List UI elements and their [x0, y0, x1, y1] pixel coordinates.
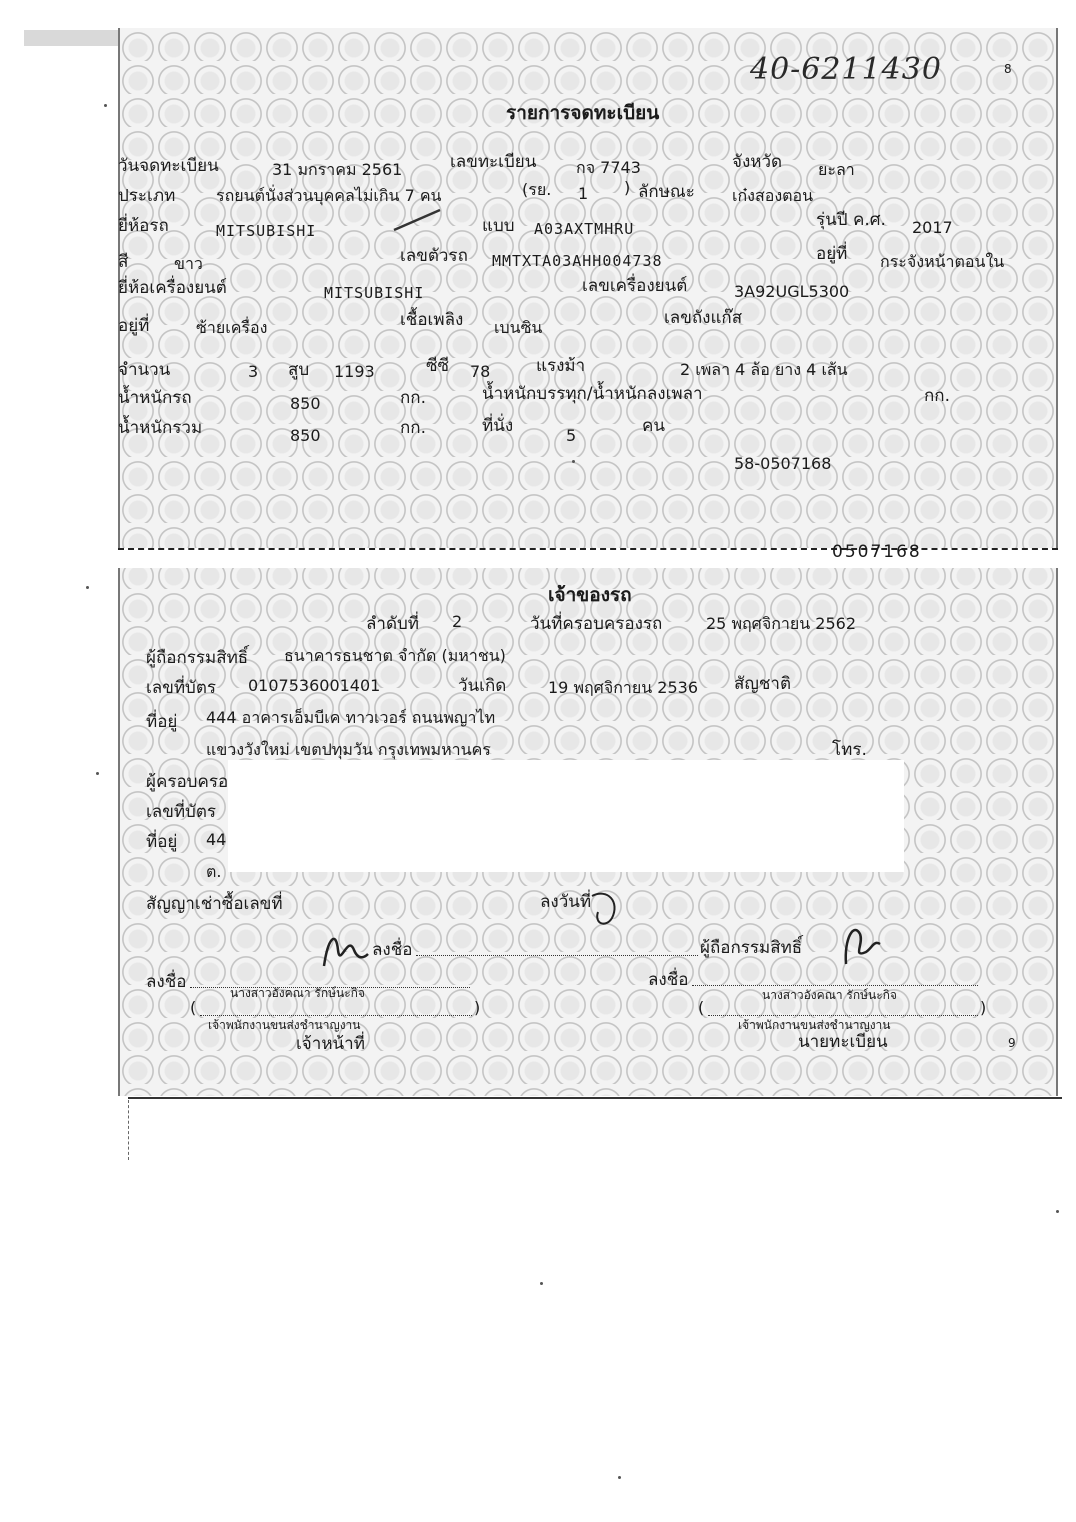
year-label: รุ่นปี ค.ศ. [816, 210, 886, 230]
scan-speck [572, 460, 575, 463]
fuel-value: เบนซิน [494, 318, 543, 337]
signature-right-icon [838, 918, 884, 972]
weight-value: 850 [290, 394, 321, 413]
chassis-location-value: กระจังหน้าตอนใน [880, 252, 1005, 271]
left-sign-label: ลงชื่อ [146, 972, 187, 992]
axle-text: 2 เพลา 4 ล้อ ยาง 4 เส้น [680, 360, 848, 379]
holder-label: ผู้ถือกรรมสิทธิ์ [146, 648, 249, 668]
engine-brand-value: MITSUBISHI [324, 284, 425, 302]
engine-number-value: 3A92UGL5300 [734, 282, 850, 301]
possessor-address-fragment: 44 [206, 830, 227, 849]
right-official-position: เจ้าพนักงานขนส่งชำนาญงาน [738, 1018, 891, 1032]
sequence-label: ลำดับที่ [366, 614, 420, 634]
right-official-name: นางสาวอังคณา รักษ์นะกิจ [762, 988, 897, 1002]
gross-weight-value: 850 [290, 426, 321, 445]
card-number-label: เลขที่บัตร [146, 678, 217, 698]
load-weight-label: น้ำหนักบรรทุก/น้ำหนักลงเพลา [482, 384, 703, 404]
color-value: ขาว [174, 254, 203, 273]
left-official-name: นางสาวอังคณา รักษ์นะกิจ [230, 986, 365, 1000]
year-value: 2017 [912, 218, 953, 237]
reference-number: 58-0507168 [734, 454, 832, 473]
holder-value: ธนาคารธนชาต จำกัด (มหาชน) [284, 646, 506, 665]
chassis-label: เลขตัวรถ [400, 246, 468, 266]
gas-tank-label: เลขถังแก๊ส [664, 308, 743, 328]
scan-speck [1056, 1210, 1059, 1213]
reg-date-label: วันจดทะเบียน [118, 156, 219, 176]
engine-number-label: เลขเครื่องยนต์ [582, 276, 688, 296]
left-official-role: เจ้าหน้าที่ [296, 1034, 365, 1054]
scan-edge-line [128, 1100, 130, 1160]
count-value: 3 [248, 362, 259, 381]
brand-label: ยี่ห้อรถ [118, 216, 169, 236]
left-close-paren: ) [474, 998, 481, 1017]
cc-value: 78 [470, 362, 491, 381]
cylinder-value: 1193 [334, 362, 375, 381]
page-number-top: 8 [1004, 62, 1012, 76]
holder-sign-label: ลงชื่อ [372, 940, 413, 960]
kg-label-3: กก. [400, 418, 426, 438]
count-label: จำนวน [118, 360, 171, 380]
province-label: จังหวัด [732, 152, 783, 172]
reg-date-value: 31 มกราคม 2561 [272, 160, 403, 179]
nationality-label: สัญชาติ [734, 674, 791, 694]
engine-location-value: ซ้ายเครื่อง [196, 318, 268, 337]
birth-date-label: วันเกิด [458, 676, 507, 696]
handwritten-number: 40-6211430 [750, 52, 942, 87]
color-label: สี [118, 252, 129, 272]
seats-label: ที่นั่ง [482, 416, 514, 436]
address-line-1: 444 อาคารเอ็มบีเค ทาวเวอร์ ถนนพญาไท [206, 708, 496, 727]
page-number-bottom: 9 [1008, 1036, 1016, 1050]
model-label: แบบ [482, 216, 515, 236]
model-value: A03AXTMHRU [534, 220, 635, 238]
vehicle-type-label: ประเภท [118, 186, 176, 206]
scan-artifact-strip [24, 30, 120, 46]
holder-signature-role: ผู้ถือกรรมสิทธิ์ [700, 938, 803, 958]
scan-speck [618, 1476, 621, 1479]
birth-date-value: 19 พฤศจิกายน 2536 [548, 678, 698, 697]
sequence-value: 2 [452, 612, 463, 631]
possessor-card-label: เลขที่บัตร [146, 802, 217, 822]
style-label: ลักษณะ [638, 182, 695, 202]
seats-value: 5 [566, 426, 577, 445]
scan-speck [540, 1282, 543, 1285]
holder-sign-dots [416, 954, 698, 956]
possessor-address-label: ที่อยู่ [146, 832, 178, 852]
check-mark-icon [390, 206, 446, 234]
kg-label-2: กก. [924, 386, 950, 406]
kg-label-1: กก. [400, 388, 426, 408]
possession-date-label: วันที่ครอบครองรถ [530, 614, 663, 634]
ry-value: 1 [578, 184, 589, 203]
cylinder-label: สูบ [288, 360, 310, 380]
owner-title: เจ้าของรถ [548, 584, 632, 606]
province-value: ยะลา [818, 160, 855, 179]
redaction-box [228, 760, 904, 872]
ry-label: (รย. [522, 180, 552, 199]
weight-label: น้ำหนักรถ [118, 388, 192, 408]
horsepower-label: แรงม้า [536, 356, 586, 376]
plate-value: กจ 7743 [576, 158, 641, 177]
address-line-2: แขวงวังใหม่ เขตปทุมวัน กรุงเทพมหานคร [206, 740, 491, 759]
vehicle-type-value: รถยนต์นั่งส่วนบุคคลไม่เกิน 7 คน [216, 186, 442, 205]
style-value: เก๋งสองตอน [732, 186, 814, 205]
engine-location-label: อยู่ที่ [118, 316, 150, 336]
engine-brand-label: ยี่ห้อเครื่องยนต์ [118, 278, 227, 298]
right-close-paren: ) [980, 998, 987, 1017]
left-open-paren: ( [190, 998, 197, 1017]
possession-date-value: 25 พฤศจิกายน 2562 [706, 614, 856, 633]
chassis-location-label: อยู่ที่ [816, 244, 848, 264]
right-sign-label: ลงชื่อ [648, 970, 689, 990]
ry-close: ) [624, 178, 631, 197]
scan-speck [104, 104, 107, 107]
scan-speck [96, 772, 99, 775]
partial-line: ต. [206, 862, 222, 881]
signature-left-icon [318, 928, 372, 976]
handwritten-mark-icon [586, 888, 620, 932]
fuel-label: เชื้อเพลิง [400, 310, 464, 330]
possessor-label: ผู้ครอบครอ [146, 772, 229, 792]
persons-label: คน [642, 416, 665, 436]
right-open-paren: ( [698, 998, 705, 1017]
scan-speck [86, 586, 89, 589]
card-number-value: 0107536001401 [248, 676, 381, 695]
hire-date-label: ลงวันที่ [540, 892, 592, 912]
brand-value: MITSUBISHI [216, 222, 317, 240]
plate-label: เลขทะเบียน [450, 152, 537, 172]
torn-number-fragment: 0507168 [832, 542, 922, 562]
phone-label: โทร. [832, 740, 867, 760]
right-official-role: นายทะเบียน [798, 1032, 888, 1052]
cc-label: ซีซี [426, 356, 450, 376]
registration-title: รายการจดทะเบียน [506, 102, 660, 124]
address-label: ที่อยู่ [146, 712, 178, 732]
left-official-position: เจ้าพนักงานขนส่งชำนาญงาน [208, 1018, 361, 1032]
bottom-border [128, 1097, 1062, 1099]
gross-weight-label: น้ำหนักรวม [118, 418, 203, 438]
hire-purchase-label: สัญญาเช่าซื้อเลขที่ [146, 894, 283, 914]
chassis-value: MMTXTA03AHH004738 [492, 252, 663, 270]
